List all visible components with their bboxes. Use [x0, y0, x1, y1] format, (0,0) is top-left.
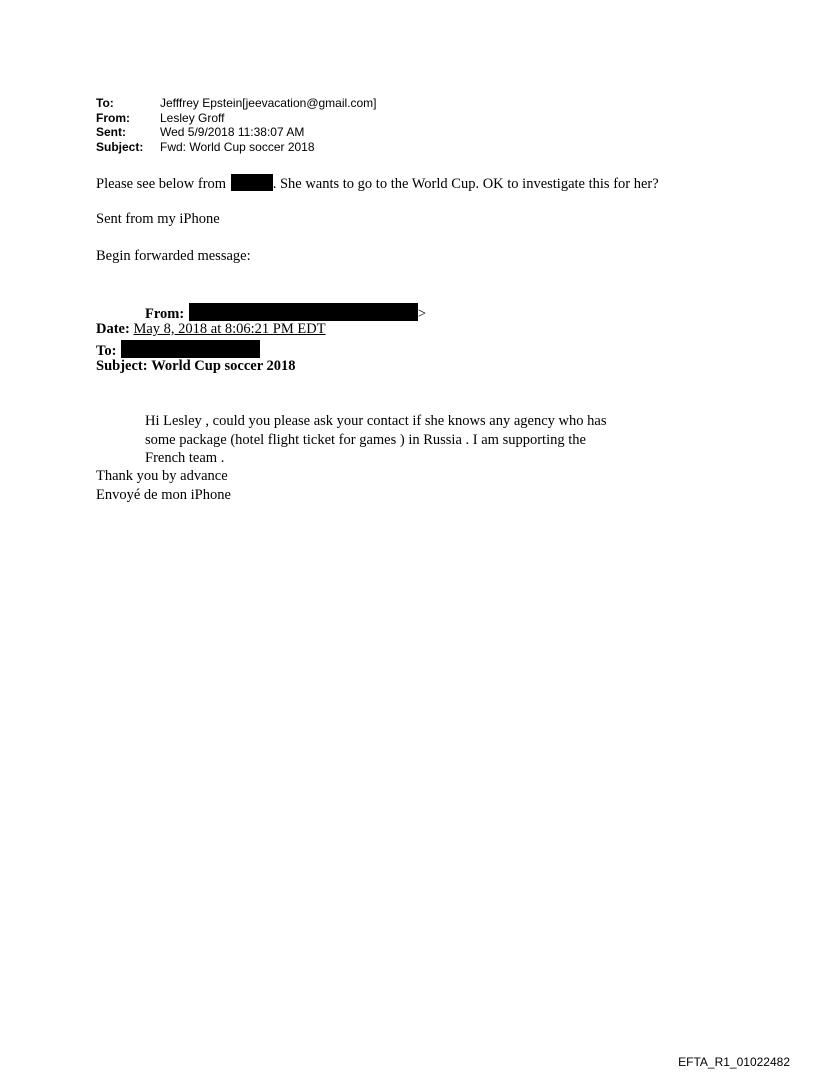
thanks-line: Thank you by advance: [96, 468, 228, 484]
header-subject-label: Subject:: [96, 139, 144, 154]
message-line-3: French team .: [145, 450, 225, 466]
forwarded-from-line: [145, 303, 426, 323]
forwarded-date-line: [96, 321, 326, 338]
signature-line: Envoyé de mon iPhone: [96, 487, 231, 503]
forwarded-to-line: [96, 340, 260, 360]
header-from-row: [96, 111, 377, 126]
intro-line: [96, 174, 659, 193]
header-sent-value: Wed 5/9/2018 11:38:07 AM: [160, 125, 305, 139]
header-sent-label: Sent:: [96, 125, 126, 139]
header-from-value: Lesley Groff: [160, 110, 225, 125]
redaction-block: [231, 174, 273, 191]
header-sent-row: [96, 125, 377, 140]
header-from-label: From:: [96, 110, 130, 125]
intro-before: Please see below from: [96, 176, 227, 192]
forwarded-to-label: To:: [96, 343, 117, 359]
message-line-1: Hi Lesley , could you please ask your contact if she knows any agency who has: [145, 413, 607, 429]
header-to-row: [96, 96, 377, 111]
forwarded-subject-value: World Cup soccer 2018: [151, 358, 296, 374]
header-subject-value: Fwd: World Cup soccer 2018: [160, 139, 315, 154]
forwarded-subject-label: Subject:: [96, 358, 148, 374]
email-header: [96, 96, 377, 154]
sent-from-line: Sent from my iPhone: [96, 211, 220, 227]
forwarded-date-label: Date:: [96, 321, 130, 337]
intro-after: . She wants to go to the World Cup. OK to investigate this for her?: [272, 176, 659, 192]
header-to-value: Jefffrey Epstein[jeevacation@gmail.com]: [160, 96, 377, 110]
forwarded-date-value: May 8, 2018 at 8:06:21 PM EDT: [133, 321, 326, 337]
header-to-label: To:: [96, 96, 114, 110]
message-line-2: some package (hotel flight ticket for games ) in Russia . I am supporting the: [145, 432, 586, 448]
document-id: EFTA_R1_01022482: [678, 1055, 790, 1069]
redaction-block: [121, 340, 260, 358]
forwarded-subject-line: [96, 358, 296, 375]
forwarded-from-label: From:: [145, 306, 185, 322]
begin-forwarded-line: Begin forwarded message:: [96, 248, 251, 264]
redaction-block: [189, 303, 418, 321]
forwarded-from-suffix: >: [417, 306, 427, 322]
header-subject-row: [96, 140, 377, 155]
